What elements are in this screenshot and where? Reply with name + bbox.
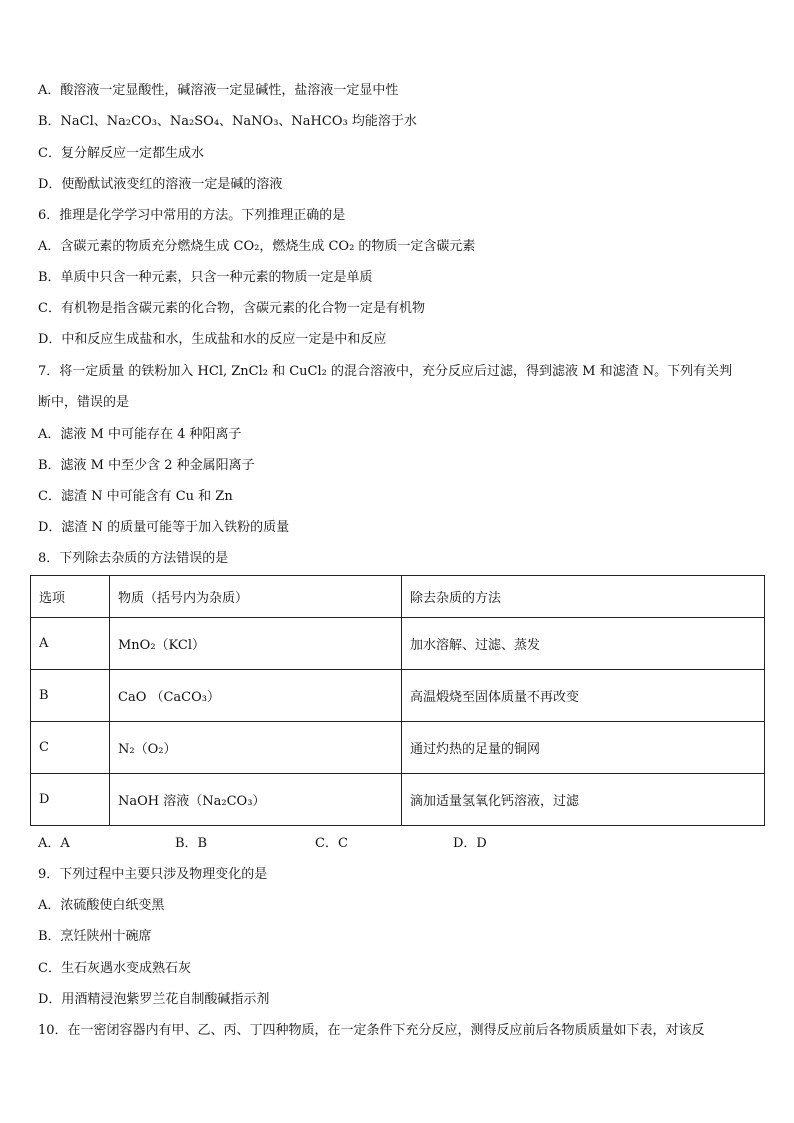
- row-option: A: [31, 618, 110, 670]
- q9-option-c: C．生石灰遇水变成熟石灰: [38, 961, 191, 976]
- q7-option-a: A．滤液 M 中可能存在 4 种阳离子: [38, 427, 242, 442]
- q8-option-a: A．A: [38, 836, 70, 851]
- table-row: [31, 670, 765, 722]
- q5-option-a: A．酸溶液一定显酸性，碱溶液一定显碱性，盐溶液一定显中性: [38, 83, 399, 98]
- header-option: 选项: [31, 576, 110, 618]
- q9-option-a: A．浓硫酸使白纸变黑: [38, 898, 165, 913]
- row-substance: N₂（O₂）: [110, 722, 402, 774]
- q7-option-b: B．滤液 M 中至少含 2 种金属阳离子: [38, 458, 255, 473]
- q9-stem: 9．下列过程中主要只涉及物理变化的是: [38, 867, 268, 882]
- row-method: 高温煅烧至固体质量不再改变: [402, 670, 765, 722]
- q7-option-d: D．滤渣 N 的质量可能等于加入铁粉的质量: [38, 520, 290, 535]
- q8-option-b: B．B: [175, 836, 208, 851]
- table-row: [31, 774, 765, 826]
- q7-stem-continued: 断中，错误的是: [38, 395, 130, 410]
- row-method: 通过灼热的足量的铜网: [402, 722, 765, 774]
- q5-option-d: D．使酚酞试液变红的溶液一定是碱的溶液: [38, 177, 283, 192]
- q7-stem: 7．将一定质量 的铁粉加入 HCl, ZnCl₂ 和 CuCl₂ 的混合溶液中，充分反应后过滤，得到滤液 M 和滤渣 N。下列有关判: [38, 364, 733, 379]
- q5-option-c: C．复分解反应一定都生成水: [38, 146, 204, 161]
- q9-option-d: D．用酒精浸泡紫罗兰花自制酸碱指示剂: [38, 992, 270, 1007]
- q6-stem: 6．推理是化学学习中常用的方法。下列推理正确的是: [38, 208, 346, 223]
- row-option: D: [31, 774, 110, 826]
- header-substance: 物质（括号内为杂质）: [110, 576, 402, 618]
- q6-option-b: B．单质中只含一种元素，只含一种元素的物质一定是单质: [38, 270, 373, 285]
- q7-option-c: C．滤渣 N 中可能含有 Cu 和 Zn: [38, 489, 233, 504]
- q5-option-b: B．NaCl、Na₂CO₃、Na₂SO₄、NaNO₃、NaHCO₃ 均能溶于水: [38, 114, 417, 129]
- q6-option-c: C．有机物是指含碳元素的化合物，含碳元素的化合物一定是有机物: [38, 301, 425, 316]
- q8-option-c: C．C: [315, 836, 348, 851]
- q8-table: [30, 575, 765, 826]
- row-method: 滴加适量氢氧化钙溶液，过滤: [402, 774, 765, 826]
- row-option: B: [31, 670, 110, 722]
- q8-option-d: D．D: [453, 836, 487, 851]
- q10-stem: 10．在一密闭容器内有甲、乙、丙、丁四种物质，在一定条件下充分反应，测得反应前后各物质质量如下表，对该反: [38, 1023, 705, 1038]
- q8-stem: 8．下列除去杂质的方法错误的是: [38, 551, 229, 566]
- q9-option-b: B．烹饪陕州十碗席: [38, 929, 152, 944]
- table-row: [31, 618, 765, 670]
- q6-option-a: A．含碳元素的物质充分燃烧生成 CO₂，燃烧生成 CO₂ 的物质一定含碳元素: [38, 239, 476, 254]
- row-substance: NaOH 溶液（Na₂CO₃）: [110, 774, 402, 826]
- row-method: 加水溶解、过滤、蒸发: [402, 618, 765, 670]
- table-row: [31, 722, 765, 774]
- row-substance: MnO₂（KCl）: [110, 618, 402, 670]
- q6-option-d: D．中和反应生成盐和水，生成盐和水的反应一定是中和反应: [38, 332, 387, 347]
- row-option: C: [31, 722, 110, 774]
- row-substance: CaO （CaCO₃）: [110, 670, 402, 722]
- header-method: 除去杂质的方法: [402, 576, 765, 618]
- table-header-row: [31, 576, 765, 618]
